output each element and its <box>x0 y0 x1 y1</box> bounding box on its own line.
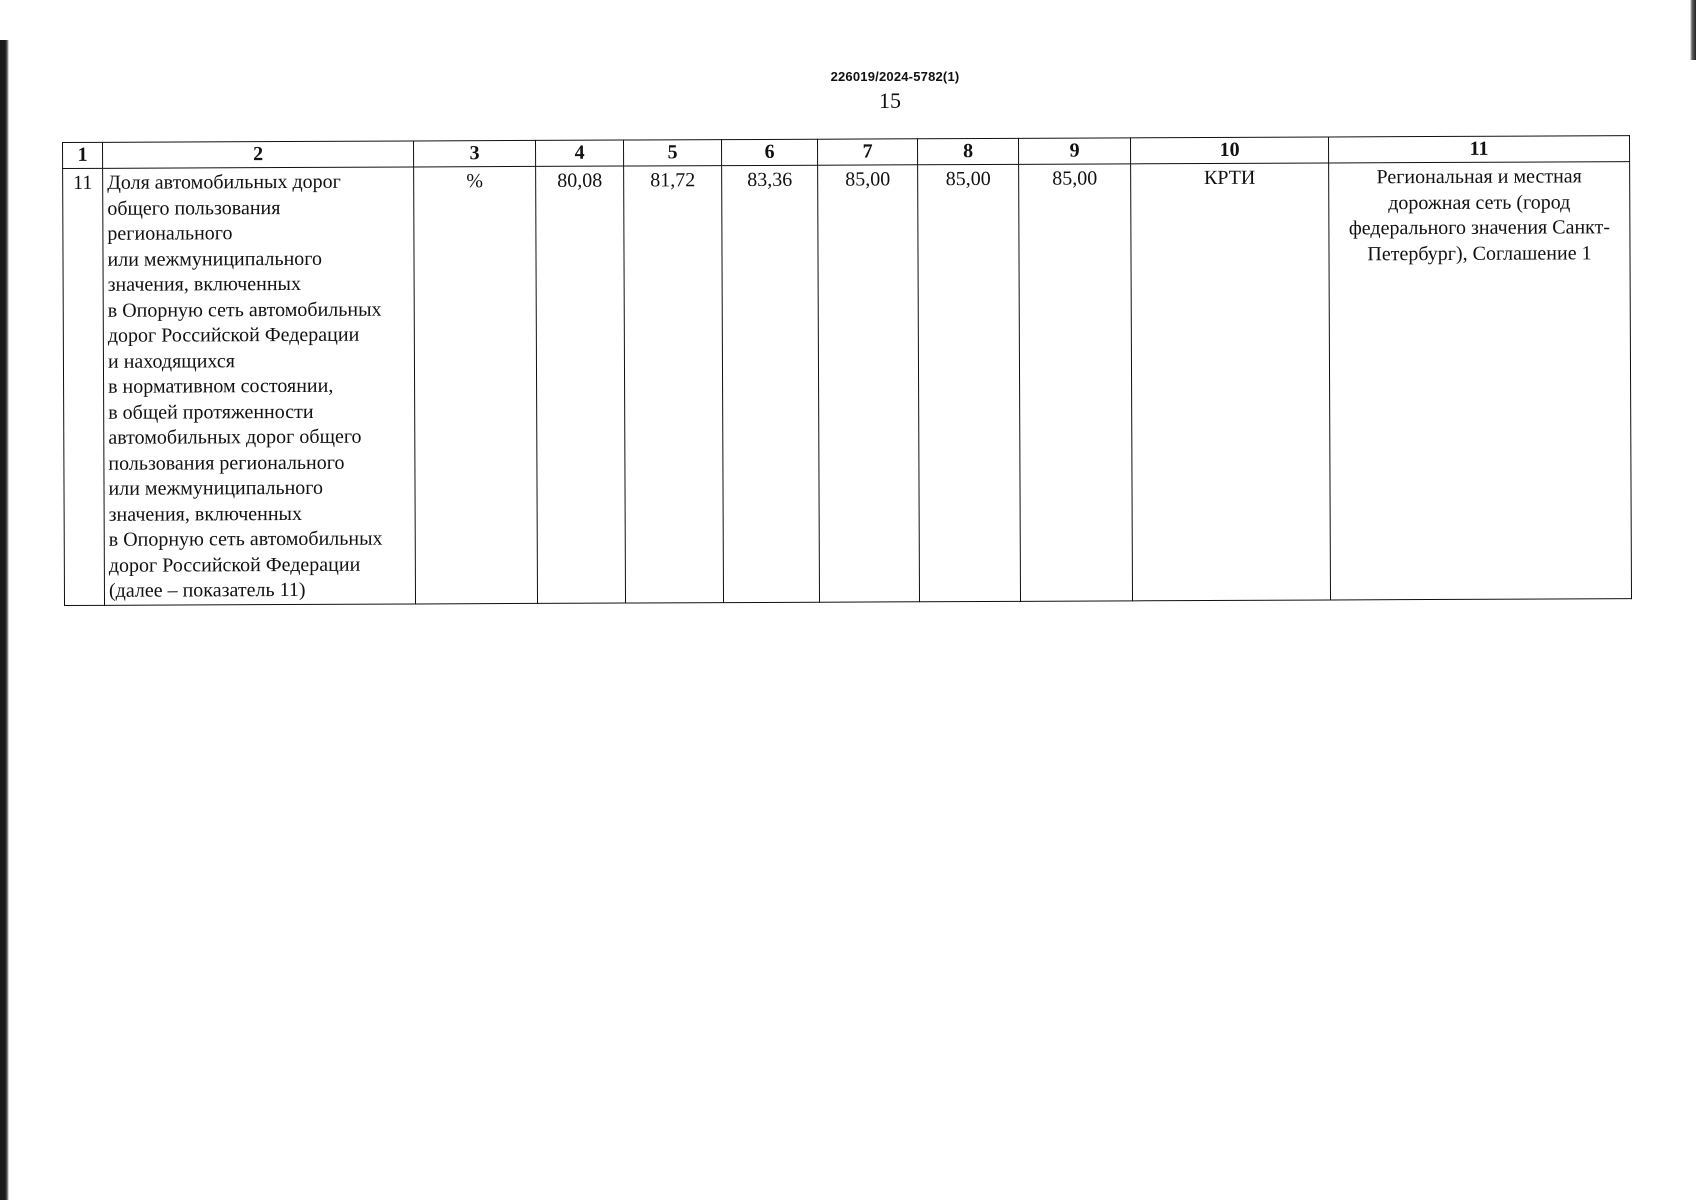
row-number: 11 <box>63 168 105 605</box>
indicator-table-container <box>62 135 1631 605</box>
column-header-10: 10 <box>1130 137 1328 164</box>
page-number: 15 <box>879 88 901 113</box>
value-col-9: 85,00 <box>1019 164 1133 601</box>
column-header-2: 2 <box>103 141 414 168</box>
value-col-8: 85,00 <box>918 164 1021 601</box>
indicator-description: Доля автомобильных дорог общего пользования регионального или межмуниципального значения, включенных в Опорную сеть автомобильных дорог Российской Федерации и находящихся в нормативном состоянии, в общей протяженности автомобильных дорог общего пользования регионального или межмуниципального значения, включенных в Опорную сеть автомобильных дорог Российской Федерации (далее – показатель 11) <box>103 167 416 605</box>
column-header-7: 7 <box>817 139 917 165</box>
column-header-11: 11 <box>1328 136 1629 163</box>
value-col-6: 83,36 <box>722 165 820 602</box>
table-row <box>63 162 1632 605</box>
document-id: 226019/2024-5782(1) <box>830 69 960 84</box>
column-header-8: 8 <box>917 138 1018 164</box>
scan-edge-left <box>0 40 9 1200</box>
scan-edge-right <box>1690 0 1696 60</box>
column-header-6: 6 <box>721 139 817 165</box>
value-col-4: 80,08 <box>536 166 626 603</box>
network-note: Региональная и местная дорожная сеть (город федерального значения Санкт-Петербург), Соглашение 1 <box>1329 162 1632 600</box>
value-col-5: 81,72 <box>624 166 724 603</box>
column-header-9: 9 <box>1018 138 1130 164</box>
column-header-1: 1 <box>63 142 103 168</box>
indicator-table <box>62 135 1632 605</box>
responsible-body: КРТИ <box>1131 163 1331 600</box>
unit-of-measure: % <box>414 166 538 603</box>
column-header-3: 3 <box>413 140 535 167</box>
column-header-4: 4 <box>535 140 623 166</box>
value-col-7: 85,00 <box>818 165 920 602</box>
column-header-5: 5 <box>623 140 721 166</box>
